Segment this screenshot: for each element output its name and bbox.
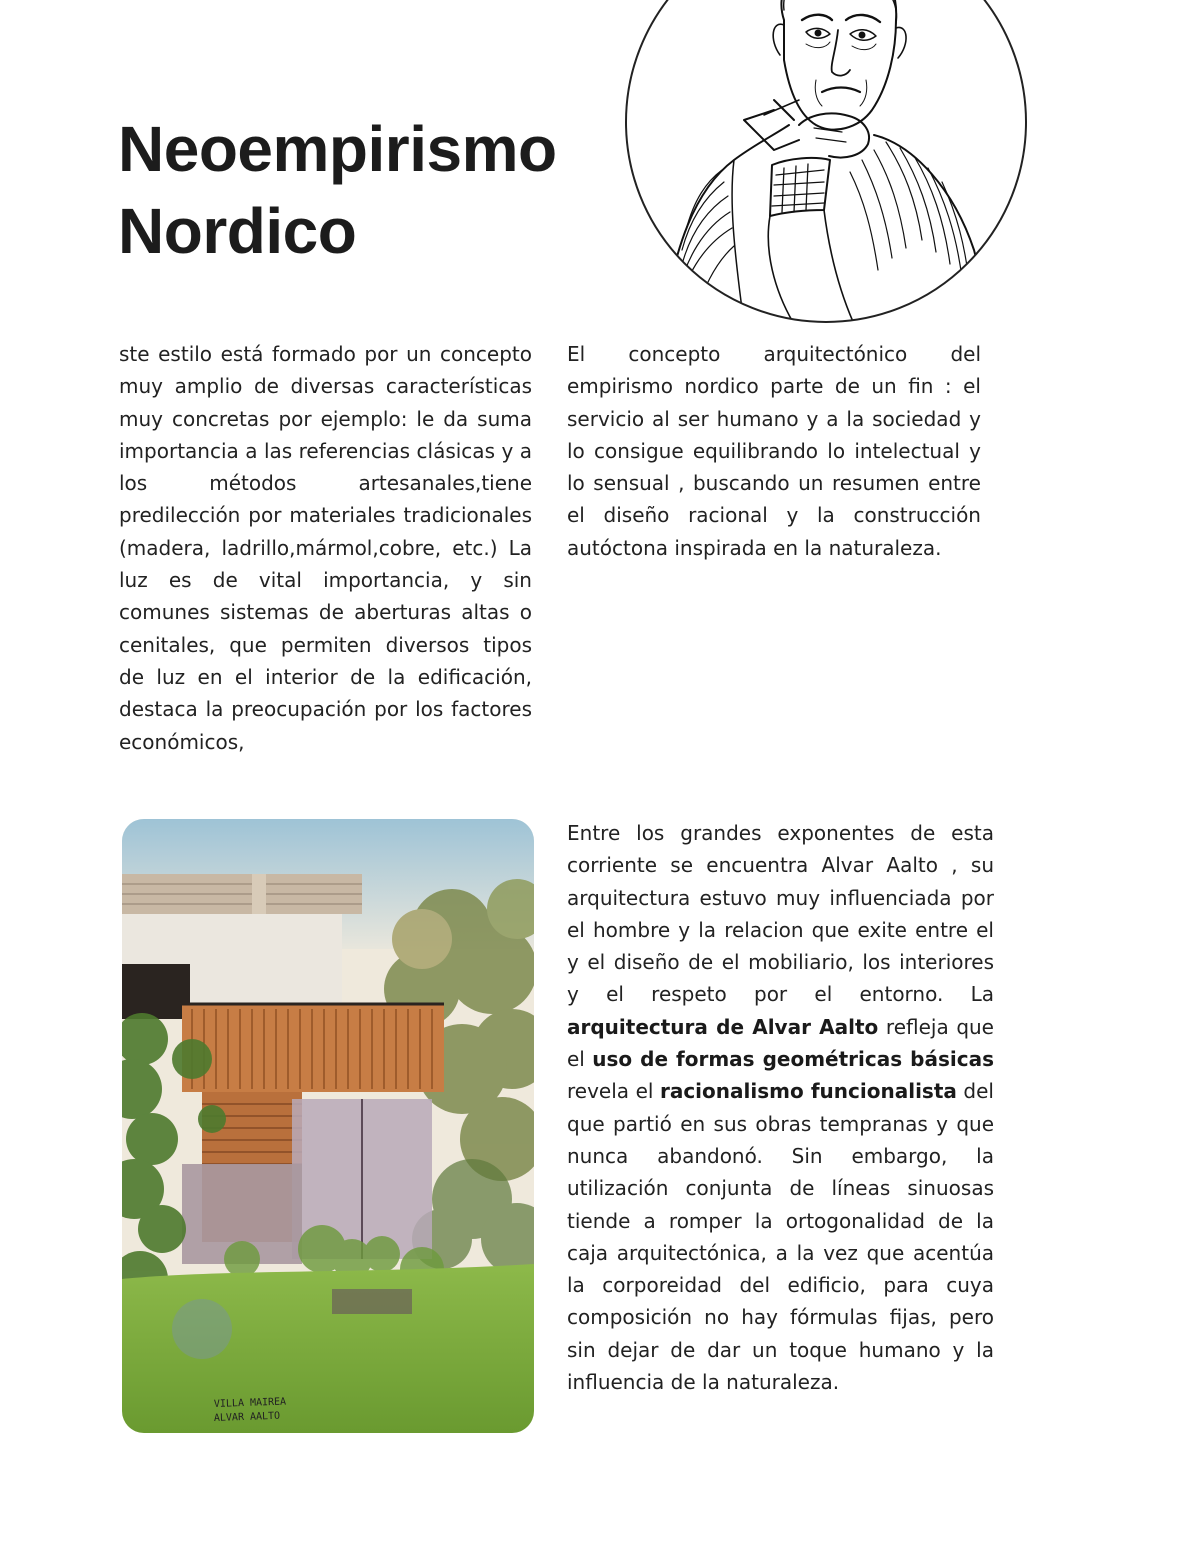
villa-mairea-painting — [122, 819, 534, 1433]
aalto-text-2: refleja que el — [567, 1014, 994, 1072]
intro-paragraph: ste estilo está formado por un concepto muy amplio de diversas características muy concretas por ejemplo: le da suma importancia a las referencias clásicas y a los métodos artesanales,tiene predilección por materiales tradicionales (madera, ladrillo,mármol,cobre, etc.) La luz es de vital importancia, y sin comunes sistemas de aberturas altas o cenitales, que permiten diversos tipos de luz en el interior de la edificación, destaca la preocupación por los factores económicos, — [119, 342, 532, 754]
aalto-bold-2: uso de formas geométricas básicas — [592, 1047, 994, 1072]
aalto-text-4: del que partió en sus obras tempranas y que nunca abandonó. Sin embargo, la utilización conjunta de líneas sinuosas tiende a romper la ortogonalidad de la caja arquitectónica, a la vez que acentúa la corporeidad del edificio, para cuya composición no hay fórmulas fijas, pero sin dejar de dar un toque humano y la influencia de la naturaleza. — [567, 1079, 994, 1395]
aalto-bold-3: racionalismo funcionalista — [659, 1079, 957, 1104]
aalto-bold-1: arquitectura de Alvar Aalto — [567, 1014, 879, 1039]
page-title — [118, 108, 557, 272]
portrait-sketch — [624, 0, 1028, 324]
painting-signature-line-2: ALVAR AALTO — [213, 1410, 281, 1424]
title-line-1: Neoempirismo — [118, 113, 557, 185]
aalto-text-3: revela el — [567, 1079, 660, 1104]
title-line-2: Nordico — [118, 195, 357, 267]
aalto-paragraph — [567, 817, 994, 1398]
concept-paragraph: El concepto arquitectónico del empirismo nordico parte de un fin : el servicio al ser humano y a la sociedad y lo consigue equilibrando lo intelectual y lo sensual , buscando un resumen entre el diseño racional y la construcción autóctona inspirada en la naturaleza. — [567, 342, 981, 560]
painting-signature-line-1: VILLA MAIREA — [213, 1396, 287, 1410]
aalto-text-1: Entre los grandes exponentes de esta corriente se encuentra Alvar Aalto , su arquitectura estuvo muy influenciada por el hombre y la relacion que exite entre el y el diseño de el mobiliario, los interiores y el respeto por el entorno. La — [567, 821, 994, 1007]
